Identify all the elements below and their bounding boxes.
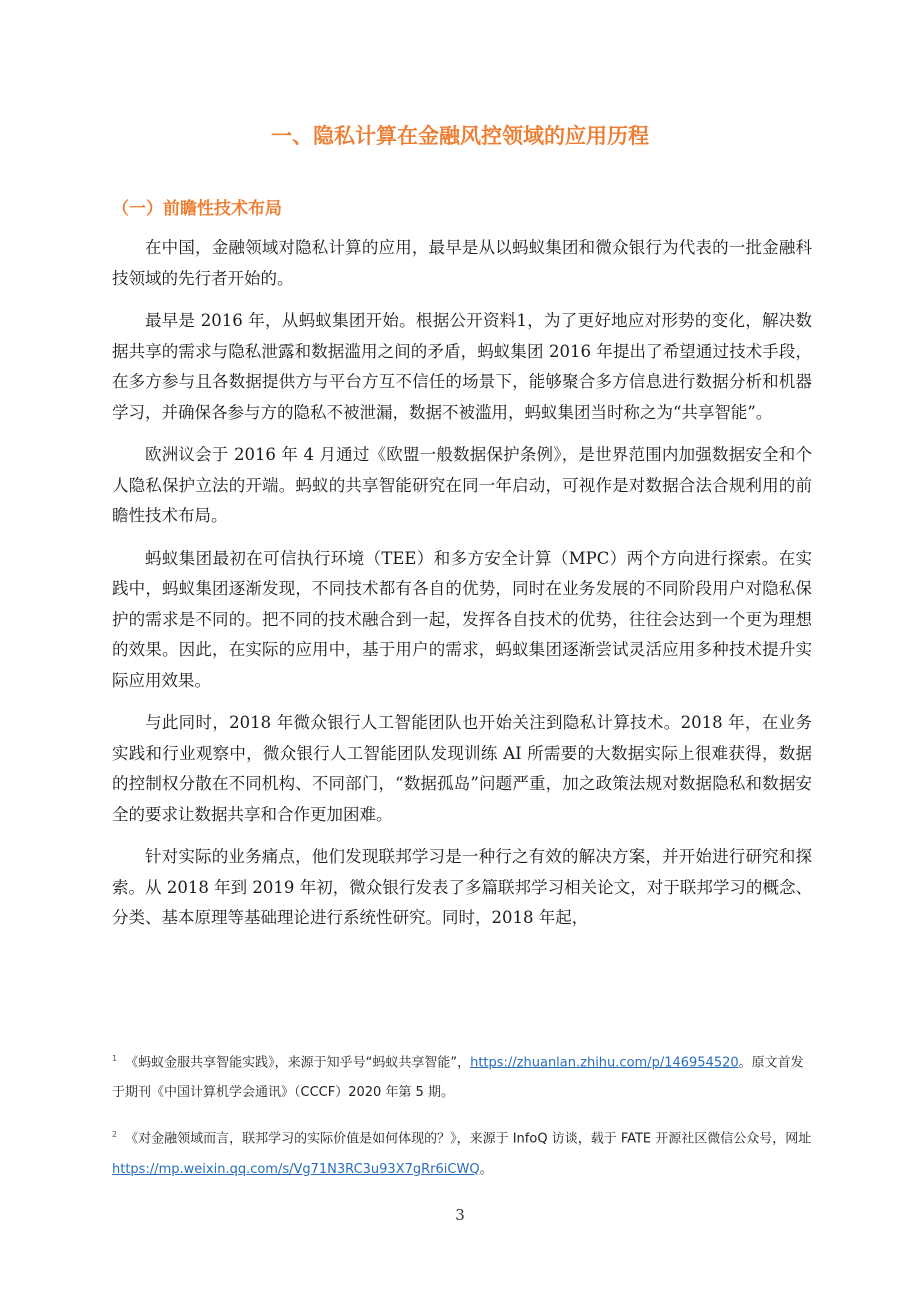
paragraph: 在中国，金融领域对隐私计算的应用，最早是从以蚂蚁集团和微众银行为代表的一批金融科技领域的先行者开始的。 [112, 238, 812, 288]
paragraph: 针对实际的业务痛点，他们发现联邦学习是一种行之有效的解决方案，并开始进行研究和探索。从 2018 年到 2019 年初，微众银行发表了多篇联邦学习相关论文，对于联邦学习的概念、分类、基本原理等基础理论进行系统性研究。同时，2018 年起， [112, 847, 812, 927]
chapter-title: 一、隐私计算在金融风控领域的应用历程 [271, 124, 649, 148]
footnotes [112, 1044, 812, 1197]
paragraph: 最早是 2016 年，从蚂蚁集团开始。根据公开资料1，为了更好地应对形势的变化，解决数据共享的需求与隐私泄露和数据滥用之间的矛盾，蚂蚁集团 2016 年提出了希望通过技术手段，在多方参与且各数据提供方与平台方互不信任的场景下，能够聚合多方信息进行数据分析和机器学习，并确保各参与方的隐私不被泄漏，数据不被滥用，蚂蚁集团当时称之为“共享智能”。 [112, 311, 812, 422]
footnote-text: 。原文首发于期刊《中国计算机学会通讯》（CCCF）2020 年第 5 期。 [112, 1055, 804, 1101]
footnote-link[interactable]: https://mp.weixin.qq.com/s/Vg71N3RC3u93X7gRr6iCWQ [112, 1161, 480, 1177]
footnote-mark: 2 [112, 1130, 118, 1140]
footnote-link[interactable]: https://zhuanlan.zhihu.com/p/146954520 [470, 1055, 739, 1071]
paragraph: 与此同时，2018 年微众银行人工智能团队也开始关注到隐私计算技术。2018 年，在业务实践和行业观察中，微众银行人工智能团队发现训练 AI 所需要的大数据实际上很难获得，数据的控制权分散在不同机构、不同部门，“数据孤岛”问题严重，加之政策法规对数据隐私和数据安全的要求让数据共享和合作更加困难。 [112, 713, 812, 824]
page-number: 3 [455, 1206, 465, 1224]
footnote-text: 《对金融领域而言，联邦学习的实际价值是如何体现的？》，来源于 InfoQ 访谈，载于 FATE 开源社区微信公众号，网址 [125, 1131, 812, 1147]
footnote-mark: 1 [112, 1054, 118, 1063]
paragraph: 蚂蚁集团最初在可信执行环境（TEE）和多方安全计算（MPC）两个方向进行探索。在实践中，蚂蚁集团逐渐发现，不同技术都有各自的优势，同时在业务发展的不同阶段用户对隐私保护的需求是不同的。把不同的技术融合到一起，发挥各自技术的优势，往往会达到一个更为理想的效果。因此，在实际的应用中，基于用户的需求，蚂蚁集团逐渐尝试灵活应用多种技术提升实际应用效果。 [112, 548, 812, 690]
section-title: （一）前瞻性技术布局 [112, 199, 282, 219]
footnote-text: 。 [479, 1161, 493, 1177]
body-text [112, 233, 812, 946]
footnote-1 [112, 1044, 812, 1108]
footnote-text: 《蚂蚁金服共享智能实践》，来源于知乎号“蚂蚁共享智能”， [125, 1055, 471, 1071]
footnote-2 [112, 1120, 812, 1184]
paragraph: 欧洲议会于 2016 年 4 月通过《欧盟一般数据保护条例》，是世界范围内加强数据安全和个人隐私保护立法的开端。蚂蚁的共享智能研究在同一年启动，可视作是对数据合法合规利用的前瞻性技术布局。 [112, 445, 812, 525]
